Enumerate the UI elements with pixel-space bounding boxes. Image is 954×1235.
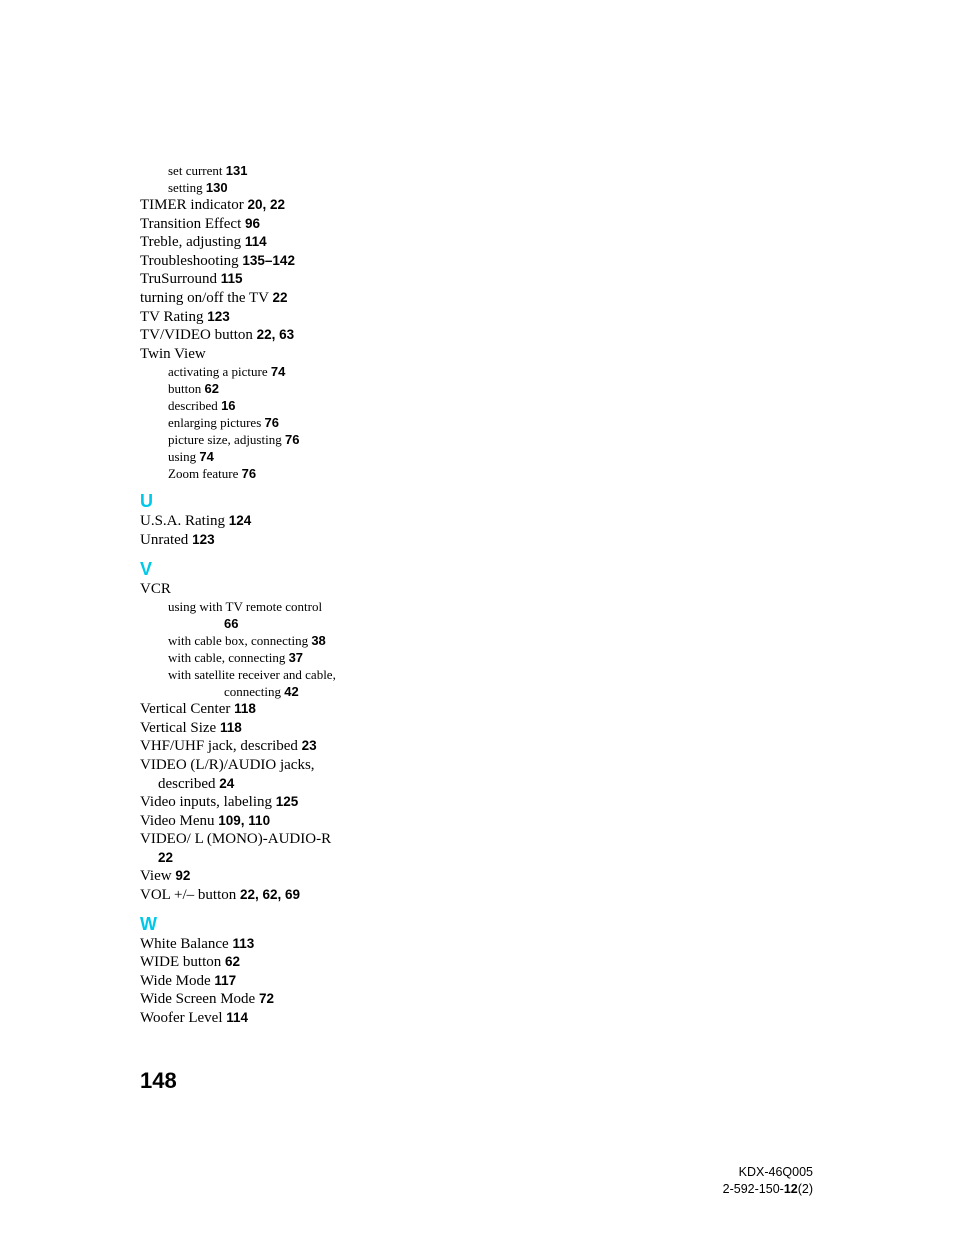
index-entry — [140, 270, 360, 289]
index-term: with cable box, connecting — [168, 633, 312, 649]
index-entry — [140, 775, 360, 794]
index-entry — [140, 737, 360, 756]
index-subentry — [140, 598, 360, 615]
index-entry — [140, 512, 360, 531]
index-entry — [140, 830, 360, 849]
index-page-refs: 62 — [224, 954, 241, 970]
index-term: View — [140, 868, 176, 885]
index-page-refs: 23 — [301, 738, 317, 754]
index-column — [140, 162, 360, 1028]
index-term: set current — [168, 163, 226, 178]
index-term: WIDE button — [140, 954, 225, 971]
index-entry — [140, 756, 360, 775]
index-term: setting — [168, 180, 206, 195]
index-entries-continued — [140, 162, 360, 482]
index-term: Zoom feature — [168, 466, 242, 482]
index-entry — [140, 215, 360, 234]
footer-code-prefix: 2-592-150- — [722, 1182, 784, 1196]
index-term: Transition Effect — [140, 215, 245, 232]
index-subentry — [140, 683, 360, 700]
index-page-refs: 22 — [272, 289, 288, 305]
index-page-refs: 42 — [284, 684, 299, 700]
footer-part-code — [723, 1181, 813, 1198]
index-page-refs: 76 — [284, 432, 300, 448]
index-term: using — [168, 449, 200, 465]
index-entry — [140, 1009, 360, 1028]
index-entry — [140, 345, 360, 364]
index-page-refs: 37 — [288, 650, 304, 666]
index-page-refs: 118 — [219, 719, 242, 735]
index-term: Wide Mode — [140, 972, 215, 989]
index-entry — [140, 793, 360, 812]
index-page-refs: 117 — [214, 972, 237, 988]
index-subentry — [140, 179, 360, 196]
index-page-refs: 16 — [221, 398, 236, 414]
index-entry — [140, 935, 360, 954]
index-entry — [140, 252, 360, 271]
index-page-refs: 131 — [225, 163, 248, 178]
index-term: VIDEO/ L (MONO)-AUDIO-R — [140, 831, 332, 848]
index-term: Vertical Center — [140, 701, 235, 718]
index-subentry — [140, 414, 360, 431]
index-entry — [140, 580, 360, 599]
footer-model: KDX-46Q005 — [738, 1165, 813, 1179]
index-subentry — [140, 632, 360, 649]
index-page-refs: 76 — [241, 466, 257, 482]
index-entry — [140, 812, 360, 831]
index-subentry — [140, 380, 360, 397]
index-entry — [140, 719, 360, 738]
section-letter-v: V — [140, 558, 153, 579]
index-entry — [140, 886, 360, 905]
index-term: connecting — [224, 684, 285, 700]
index-entry — [140, 326, 360, 345]
page-number: 148 — [140, 1068, 177, 1093]
footer-codes — [723, 1164, 813, 1198]
index-page-refs: 74 — [199, 449, 214, 465]
index-entry — [140, 867, 360, 886]
footer-code-suffix: (2) — [797, 1182, 813, 1196]
index-entry — [140, 972, 360, 991]
index-page-refs: 125 — [275, 794, 299, 810]
index-term: TV/VIDEO button — [140, 327, 257, 344]
index-subentry — [140, 615, 360, 632]
index-term: activating a picture — [168, 364, 271, 380]
index-page-refs: 72 — [258, 991, 274, 1007]
index-page-refs: 38 — [311, 633, 326, 649]
index-term: TruSurround — [140, 271, 221, 288]
index-term: Twin View — [140, 345, 206, 362]
index-page-refs: 123 — [192, 531, 215, 547]
index-page-refs: 114 — [244, 234, 267, 250]
index-entries-v — [140, 580, 360, 905]
index-term: Vertical Size — [140, 719, 220, 736]
index-term: VHF/UHF jack, described — [140, 738, 302, 755]
index-term: White Balance — [140, 935, 233, 952]
index-page-refs: 20, 22 — [247, 197, 286, 212]
index-term: U.S.A. Rating — [140, 513, 229, 530]
index-entry — [140, 849, 360, 868]
index-term: using with TV remote control — [168, 599, 323, 615]
index-page-refs: 114 — [226, 1010, 249, 1026]
index-entry — [140, 289, 360, 308]
index-term: TIMER indicator — [140, 197, 248, 213]
index-term: turning on/off the TV — [140, 289, 273, 306]
index-entry — [140, 700, 360, 719]
index-subentry — [140, 666, 360, 683]
index-subentry — [140, 363, 360, 380]
index-entry — [140, 531, 360, 550]
index-page-refs: 22 — [158, 849, 174, 865]
index-page-refs: 76 — [264, 415, 279, 431]
index-page-refs: 115 — [220, 271, 243, 287]
index-term: enlarging pictures — [168, 415, 265, 431]
index-subentry — [140, 162, 360, 179]
index-term: Unrated — [140, 531, 193, 548]
index-entry — [140, 308, 360, 327]
index-term: Treble, adjusting — [140, 234, 245, 251]
index-subentry — [140, 649, 360, 666]
index-term: picture size, adjusting — [168, 432, 285, 448]
index-page-refs: 113 — [232, 935, 255, 951]
index-term: with cable, connecting — [168, 650, 289, 666]
index-term: described — [168, 398, 222, 414]
index-page-refs: 130 — [205, 180, 228, 195]
index-page-refs: 109, 110 — [218, 812, 271, 828]
index-page-refs: 62 — [204, 381, 219, 397]
index-page-refs: 92 — [175, 868, 191, 884]
index-term: TV Rating — [140, 308, 208, 325]
index-page-refs: 74 — [270, 364, 286, 380]
index-subentry — [140, 465, 360, 482]
index-subentry — [140, 448, 360, 465]
index-page-refs: 22, 62, 69 — [239, 887, 301, 903]
index-term: Woofer Level — [140, 1010, 227, 1027]
index-page-refs: 66 — [224, 616, 239, 632]
section-letter-u: U — [140, 491, 153, 512]
index-entries-u — [140, 512, 360, 549]
index-entry — [140, 233, 360, 252]
index-entries-w — [140, 935, 360, 1028]
index-term: VIDEO (L/R)/AUDIO jacks, — [140, 756, 315, 773]
index-page-refs: 118 — [234, 701, 256, 717]
index-term: VCR — [140, 580, 171, 597]
index-page-refs: 22, 63 — [256, 327, 295, 343]
section-letter-w: W — [140, 913, 157, 934]
index-subentry — [140, 397, 360, 414]
index-page-refs: 24 — [219, 775, 235, 791]
index-entry — [140, 953, 360, 972]
index-term: Video inputs, labeling — [140, 794, 276, 811]
index-page-refs: 123 — [207, 308, 230, 324]
index-term: with satellite receiver and cable, — [168, 667, 336, 683]
index-page-refs: 124 — [228, 513, 252, 529]
index-entry — [140, 990, 360, 1009]
index-page-refs: 135–142 — [242, 252, 295, 268]
index-subentry — [140, 431, 360, 448]
index-term: Wide Screen Mode — [140, 991, 259, 1008]
footer-code-bold: 12 — [783, 1182, 798, 1196]
index-term: Video Menu — [140, 812, 219, 829]
index-term: Troubleshooting — [140, 252, 243, 269]
index-entry — [140, 196, 360, 215]
index-page-refs: 96 — [245, 215, 261, 231]
index-term: button — [168, 381, 205, 397]
index-term: described — [158, 775, 220, 792]
index-term: VOL +/– button — [140, 887, 240, 904]
